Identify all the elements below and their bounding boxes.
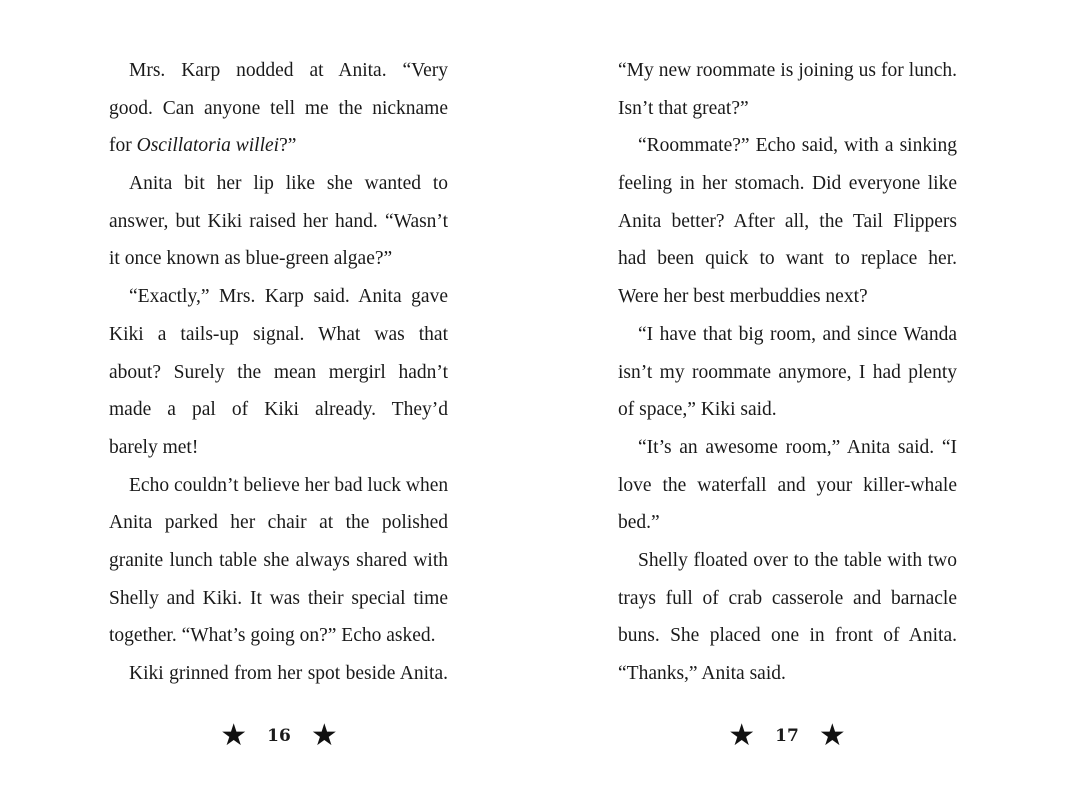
text-line: Isn’t that great?” xyxy=(618,97,749,119)
text-line: isn’t my roommate anymore, I had plenty xyxy=(618,361,957,383)
text-line: trays full of crab casserole and barnacle xyxy=(618,587,957,609)
text-line: of space,” Kiki said. xyxy=(618,399,777,421)
left-page-text xyxy=(109,52,448,693)
star-icon: ★ xyxy=(818,719,846,752)
text-line: Anita bit her lip like she wanted to xyxy=(129,173,448,195)
text-line: about? Surely the mean mergirl hadn’t xyxy=(109,361,448,383)
right-page-folio xyxy=(728,719,846,752)
text-line: Shelly and Kiki. It was their special time xyxy=(109,587,448,609)
text-line: granite lunch table she always shared with xyxy=(109,549,448,571)
text-line: Kiki a tails-up signal. What was that xyxy=(109,323,448,345)
text-line: Echo couldn’t believe her bad luck when xyxy=(129,474,449,496)
text-line: together. “What’s going on?” Echo asked. xyxy=(109,625,436,647)
text-line: “Exactly,” Mrs. Karp said. Anita gave xyxy=(129,286,448,308)
right-page xyxy=(533,0,1066,800)
page-number: 17 xyxy=(775,726,799,746)
star-icon: ★ xyxy=(728,719,756,752)
text-line: “Roommate?” Echo said, with a sinking xyxy=(638,135,957,157)
text-line: Anita parked her chair at the polished xyxy=(109,512,448,534)
text-line: “I have that big room, and since Wanda xyxy=(638,323,957,345)
text-line: it once known as blue-green algae?” xyxy=(109,248,393,270)
text-line: good. Can anyone tell me the nickname xyxy=(109,97,448,119)
text-line: answer, but Kiki raised her hand. “Wasn’t xyxy=(109,210,448,232)
text-line: love the waterfall and your killer-whale xyxy=(618,474,957,496)
text-line: feeling in her stomach. Did everyone like xyxy=(618,173,957,195)
right-page-text xyxy=(618,52,957,693)
text-line: Mrs. Karp nodded at Anita. “Very xyxy=(129,60,448,81)
text-line: Shelly floated over to the table with two xyxy=(638,549,957,571)
text-line: Anita better? After all, the Tail Flippers xyxy=(618,210,957,232)
text-line: bed.” xyxy=(618,512,660,534)
left-page-folio xyxy=(220,719,338,752)
star-icon: ★ xyxy=(310,719,338,752)
text-line: Were her best merbuddies next? xyxy=(618,286,868,308)
text-line: “My new roommate is joining us for lunch. xyxy=(618,60,957,81)
text-line: had been quick to want to replace her. xyxy=(618,248,957,270)
text-line: buns. She placed one in front of Anita. xyxy=(618,625,957,647)
star-icon: ★ xyxy=(220,719,248,752)
text-line: Kiki grinned from her spot beside Anita. xyxy=(129,663,448,684)
text-line: made a pal of Kiki already. They’d xyxy=(109,399,448,421)
page-number: 16 xyxy=(267,726,291,746)
text-line: “Thanks,” Anita said. xyxy=(618,663,786,684)
text-line: “It’s an awesome room,” Anita said. “I xyxy=(638,436,957,458)
text-line: barely met! xyxy=(109,436,199,458)
text-line: for Oscillatoria willei?” xyxy=(109,135,297,157)
